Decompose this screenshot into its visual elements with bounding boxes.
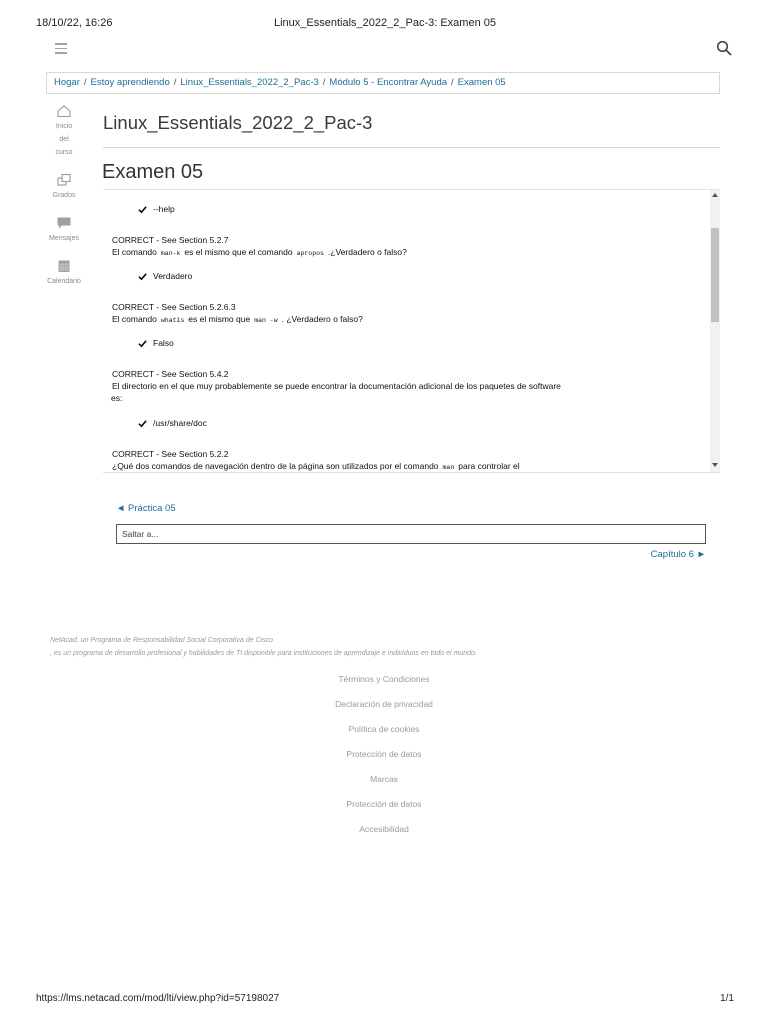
sidebar-label-home-3: curso [55,149,73,156]
question-part: . ¿Verdadero o falso? [281,314,363,324]
print-footer [36,993,734,1007]
footer-link-accessibility[interactable]: Accesibilidad [359,824,409,834]
answer-row [138,271,192,281]
title-divider [103,147,720,148]
answer-row [138,338,174,348]
question-part: para controlar el [458,461,520,471]
question-text [112,246,407,260]
messages-icon [56,216,72,230]
breadcrumb-separator: / [173,77,177,88]
print-header [36,17,734,31]
jump-to-select[interactable]: Saltar a... [116,524,706,544]
search-icon[interactable] [716,40,734,58]
answer-text: Falso [153,338,174,348]
breadcrumb-separator: / [83,77,87,88]
footer-link-privacy[interactable]: Declaración de privacidad [335,699,433,709]
answer-row [138,418,207,428]
quiz-scroll-area[interactable] [103,190,720,473]
check-icon [138,419,147,428]
home-icon [56,104,72,118]
prev-activity-link[interactable]: ◄ Práctica 05 [116,503,176,514]
breadcrumb-module[interactable]: Módulo 5 - Encontrar Ayuda [329,77,448,88]
breadcrumb-course[interactable]: Linux_Essentials_2022_2_Pac-3 [180,77,319,88]
footer-link-data-protection-2[interactable]: Protección de datos [346,799,422,809]
question-text: es: [111,393,123,403]
question-part: es el mismo que [188,314,251,324]
breadcrumb-learning[interactable]: Estoy aprendiendo [90,77,170,88]
footer-link-data-protection[interactable]: Protección de datos [346,749,422,759]
feedback-text: CORRECT - See Section 5.2.7 [112,235,229,245]
check-icon [138,339,147,348]
question-part: ¿Qué dos comandos de navegación dentro de la página son utilizados por el comando [112,461,439,471]
print-page-number: 1/1 [720,993,734,1004]
print-url: https://lms.netacad.com/mod/lti/view.php?id=57198027 [36,993,280,1004]
inline-code: man -w [254,317,278,324]
sidebar-label-home-2: del [59,136,69,143]
footer-links [0,673,768,848]
inline-code: man-k [160,250,181,257]
sidebar-label-home-1: Inicio [55,123,73,130]
sidebar-item-grades[interactable] [40,173,88,202]
menu-icon[interactable] [55,43,67,55]
footer-link-trademarks[interactable]: Marcas [370,774,398,784]
question-part: El comando [112,247,157,257]
sidebar-label-grades: Grados [52,192,76,199]
footer-link-terms[interactable]: Términos y Condiciones [338,674,430,684]
print-title: Linux_Essentials_2022_2_Pac-3: Examen 05 [274,17,496,29]
grades-icon [56,173,72,187]
feedback-text: CORRECT - See Section 5.2.6.3 [112,302,236,312]
scroll-up-arrow[interactable] [712,193,718,197]
breadcrumb-home[interactable]: Hogar [54,77,80,88]
top-bar [36,38,734,64]
footer-note: , es un programa de desarrollo profesional y habilidades de TI disponible para instituciones de aprendizaje e individuos en todo el mundo. [50,650,477,657]
sidebar-label-calendar: Calendario [47,278,81,285]
print-date: 18/10/22, 16:26 [36,17,113,29]
scrollbar[interactable] [710,190,720,473]
scroll-down-arrow[interactable] [712,463,718,467]
question-part: El comando [112,314,157,324]
sidebar-item-messages[interactable] [40,216,88,245]
sidebar-label-messages: Mensajes [49,235,79,242]
inline-code: man [442,464,455,471]
breadcrumb-separator: / [322,77,326,88]
breadcrumb [46,72,720,94]
check-icon [138,272,147,281]
breadcrumb-exam[interactable]: Examen 05 [457,77,506,88]
calendar-icon [56,259,72,273]
sidebar [40,104,88,302]
inline-code: apropos [296,250,324,257]
sidebar-item-calendar[interactable] [40,259,88,288]
feedback-text: CORRECT - See Section 5.2.2 [112,449,229,459]
breadcrumb-separator: / [451,77,454,88]
question-text [112,460,520,473]
footer-note: NetAcad, un Programa de Responsabilidad Social Corporativa de Cisco [50,637,273,644]
course-title: Linux_Essentials_2022_2_Pac-3 [103,112,373,133]
exam-title: Examen 05 [102,161,204,183]
sidebar-item-home[interactable] [40,104,88,159]
next-activity-link[interactable]: Capítulo 6 ► [650,549,706,560]
question-text [112,313,363,327]
answer-text: /usr/share/doc [153,418,207,428]
feedback-text: CORRECT - See Section 5.4.2 [112,369,229,379]
answer-text: --help [153,204,175,214]
inline-code: whatis [160,317,185,324]
question-text: El directorio en el que muy probablemente se puede encontrar la documentación adicional de los paquetes de software [112,381,561,391]
answer-row [138,204,175,214]
question-part: .¿Verdadero o falso? [327,247,407,257]
footer-link-cookies[interactable]: Política de cookies [348,724,420,734]
check-icon [138,205,147,214]
question-part: es el mismo que el comando [184,247,293,257]
answer-text: Verdadero [153,271,193,281]
scrollbar-thumb[interactable] [711,228,719,322]
